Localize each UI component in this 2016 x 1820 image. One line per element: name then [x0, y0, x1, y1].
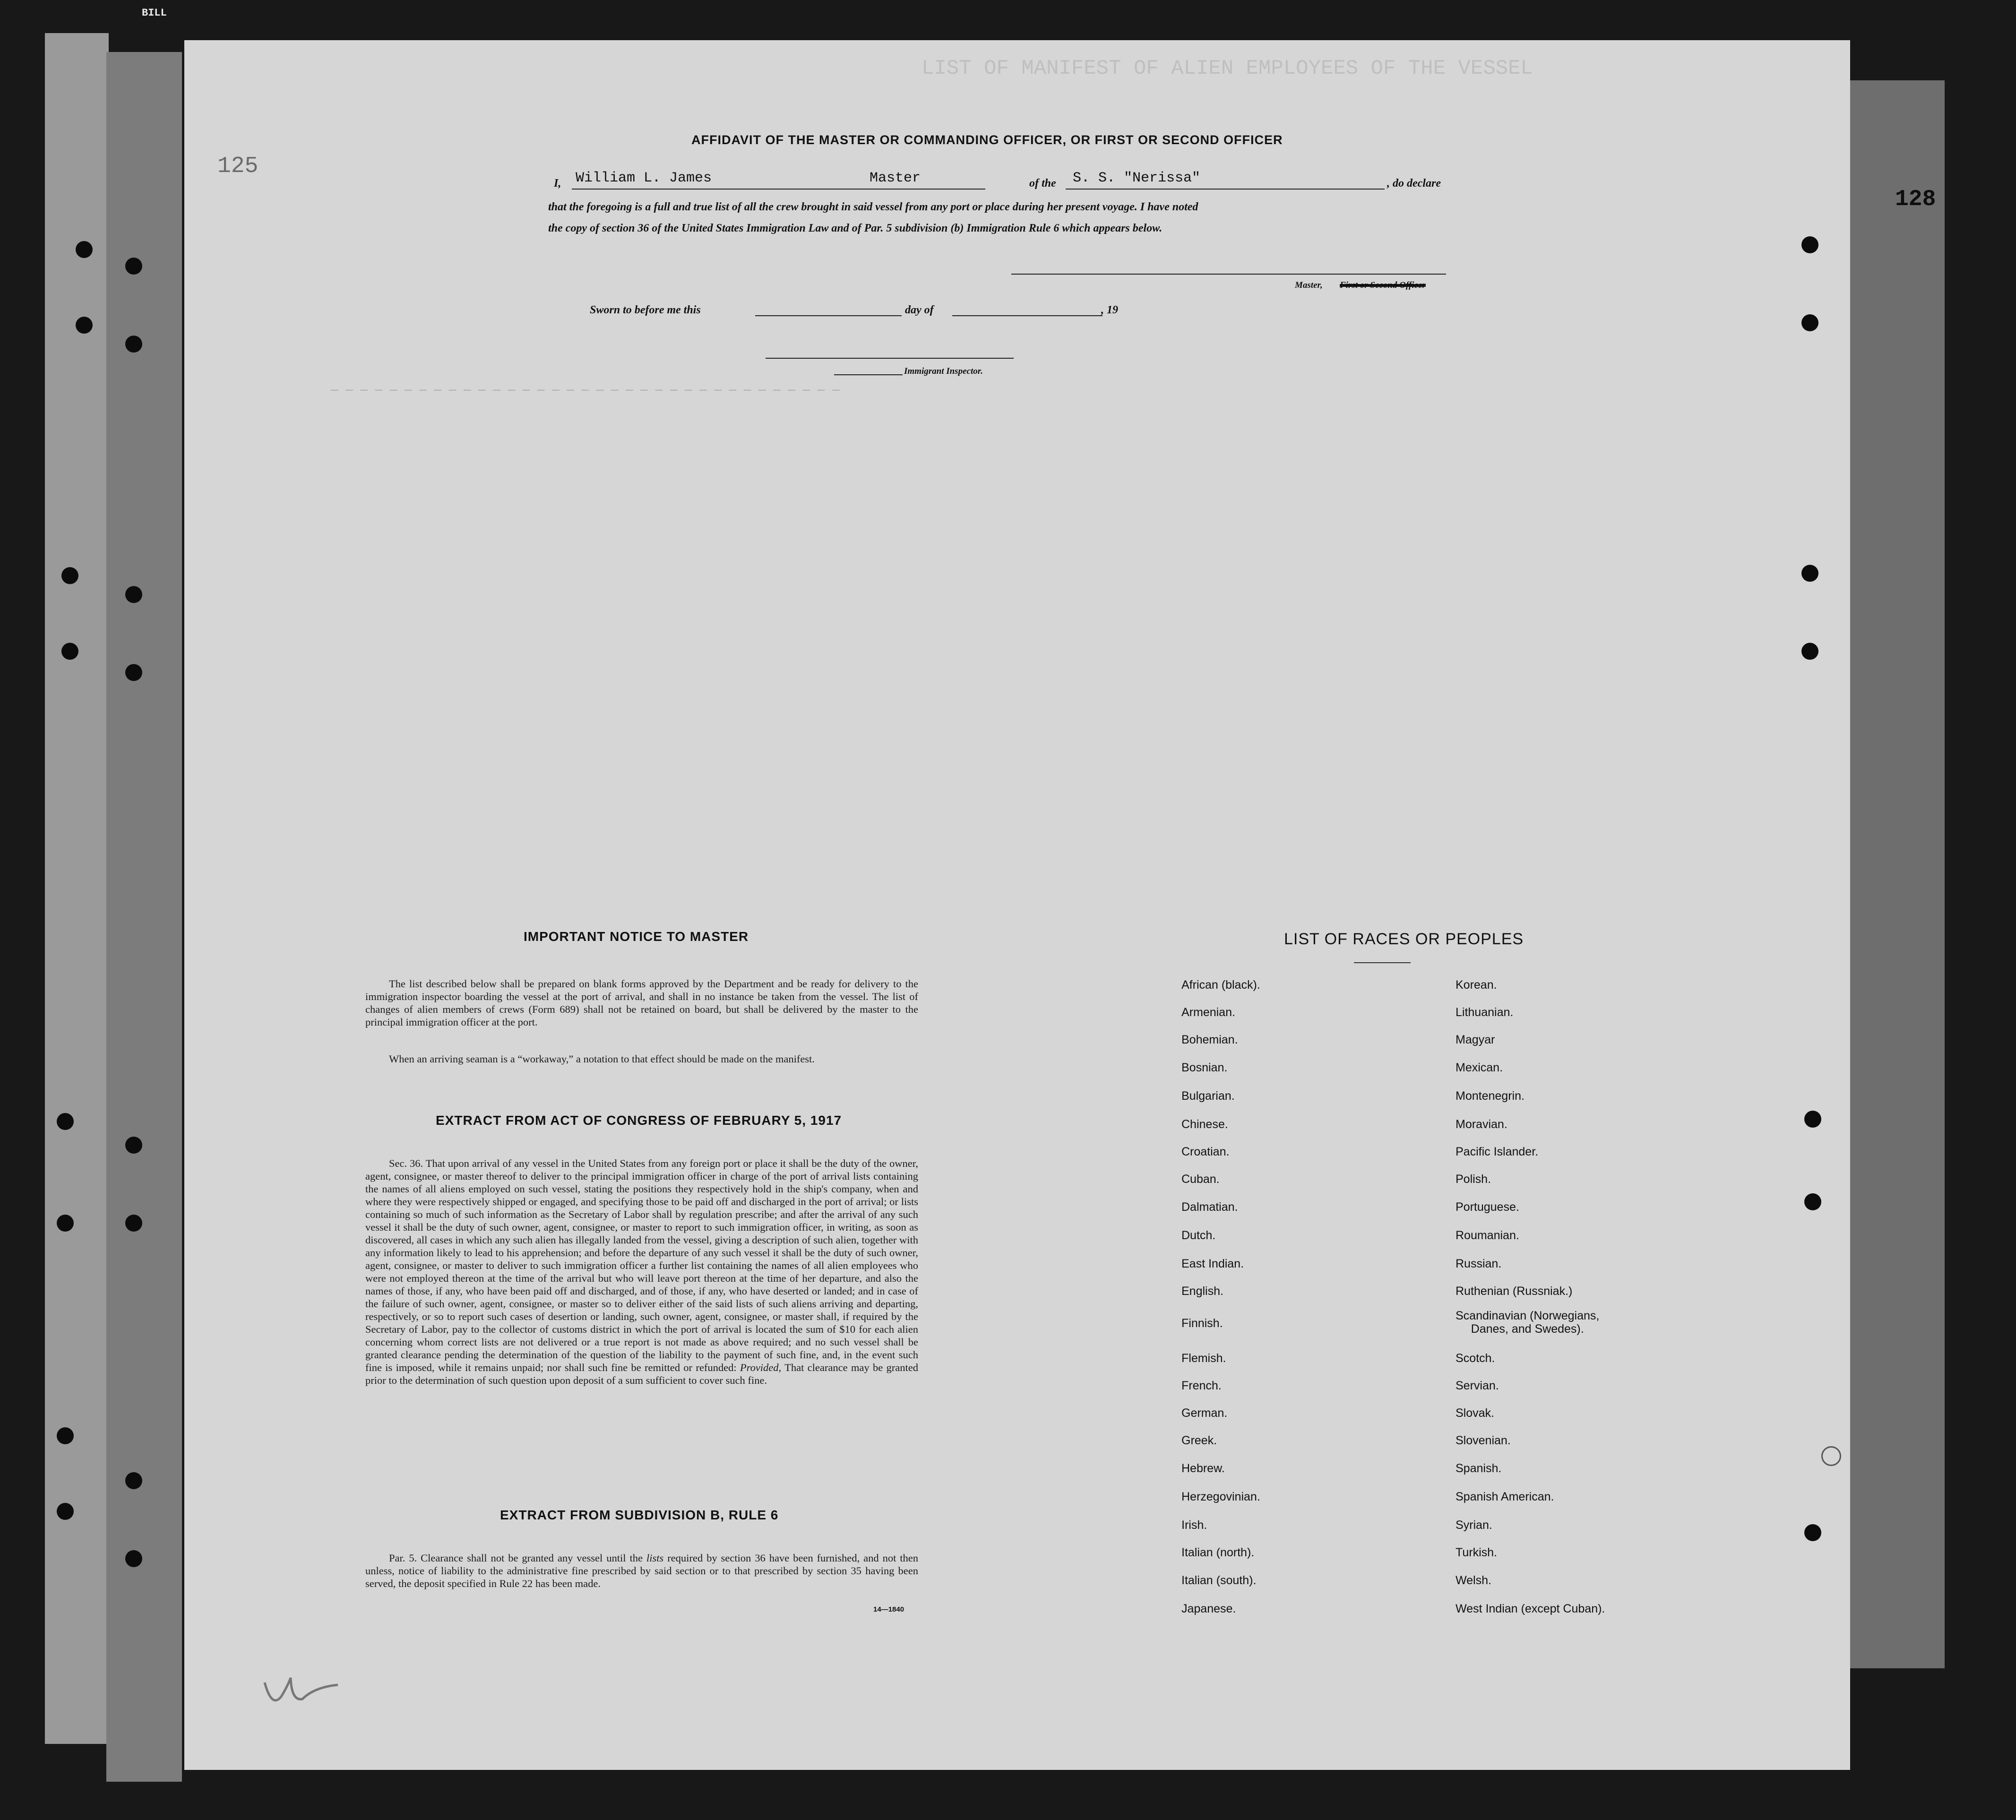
- page-number: 128: [1895, 187, 1936, 212]
- binder-hole: [1804, 1524, 1821, 1541]
- binder-hole: [125, 1550, 142, 1567]
- rule-text-b: required by section 36 have been furnished, and not then unless, notice of liability to the administrative fine prescribed by said section or to that prescribed by section 35 having been served, the deposit specified in Rule 22 has been made.: [365, 1552, 919, 1589]
- race-col2-item: Turkish.: [1456, 1546, 1497, 1559]
- struck-officer-text: First or Second Officer: [1340, 280, 1426, 290]
- master-rank: Master: [870, 170, 921, 186]
- extract-act-title: EXTRACT FROM ACT OF CONGRESS OF FEBRUARY 5, 1917: [436, 1113, 842, 1128]
- race-col1-item: Japanese.: [1181, 1602, 1236, 1615]
- inspector-signature-line: [766, 358, 1014, 359]
- race-col2-item: Moravian.: [1456, 1118, 1508, 1131]
- race-col1-item: Italian (south).: [1181, 1574, 1257, 1587]
- notice-title: IMPORTANT NOTICE TO MASTER: [524, 929, 749, 944]
- binder-hole: [125, 1215, 142, 1232]
- lists-word: lists: [646, 1552, 664, 1564]
- race-col2-item: Portuguese.: [1456, 1200, 1519, 1214]
- race-col1-item: English.: [1181, 1285, 1223, 1298]
- binder-hole-open: [1821, 1446, 1841, 1466]
- binder-hole: [57, 1113, 74, 1130]
- manifest-page: [184, 40, 1850, 1770]
- sworn-month-line: [952, 315, 1103, 316]
- binder-hole: [61, 643, 78, 660]
- race-col1-item: Cuban.: [1181, 1173, 1220, 1186]
- race-col1-item: East Indian.: [1181, 1257, 1244, 1270]
- vessel-underline: [1066, 189, 1385, 190]
- binder-hole: [1801, 643, 1818, 660]
- bleed-through-text: — — — — — — — — — — — — — — — — — — — — — — — — — — — — — — — — — — —: [331, 383, 840, 397]
- race-col2-item: Russian.: [1456, 1257, 1502, 1270]
- sworn-day-line: [755, 315, 902, 316]
- race-col1-item: Dalmatian.: [1181, 1200, 1238, 1214]
- extract-act-ending: That clearance may be granted prior to the determination of such question upon deposit of a sum sufficient to cover such fine.: [365, 1362, 919, 1386]
- race-col1-item: Dutch.: [1181, 1229, 1216, 1242]
- master-label: Master,: [1295, 280, 1323, 290]
- edge-text: BILL: [142, 7, 167, 19]
- race-col2-item: Montenegrin.: [1456, 1089, 1525, 1103]
- extract-act-body: Sec. 36. That upon arrival of any vessel in the United States from any foreign port or place it shall be the duty of the owner, agent, consignee, or master thereof to deliver to the principal immigration officer in charge of the port of arrival lists containing the names of all aliens employed on such vessel, stating the positions they respectively hold in the ship's company, when and where they were respectively shipped or engaged, and specifying those to be paid off and discharged in the port of arrival; or lists containing so much of such information as the Secretary of Labor shall by regulation prescribe; and after the arrival of any such vessel it shall be the duty of such owner, agent, consignee, or master to report to such immigration officer, in writing, as soon as discovered, all cases in which any such alien has illegally landed from the vessel, giving a description of such alien, together with any information likely to lead to his apprehension; and before the departure of any such vessel it shall be the duty of such owner, agent, consignee, or master to deliver to such immigration officer a further list containing the names of all alien employees who were not employed thereon at the time of the arrival but who will leave port thereon at the time of her departure, and also the names of those, if any, who have been paid off and discharged, and of those, if any, who have deserted or landed; and in case of the failure of such owner, agent, consignee, or master so to deliver either of the said lists of such aliens arriving and departing, respectively, or so to report such cases of desertion or landing, such owner, agent, consignee, or master shall, if required by the Secretary of Labor, pay to the collector of customs district in which the port of arrival is located the sum of $10 for each alien concerning whom correct lists are not delivered or a true report is not made as above required; and no such vessel shall be granted clearance pending the determination of the question of the liability to the payment of such fine, and, in the event such fine is imposed, while it remains unpaid; nor shall such fine be remitted or refunded:: [365, 1157, 918, 1373]
- affidavit-i-label: I,: [554, 177, 561, 190]
- binder-hole: [125, 664, 142, 681]
- rule-text-a: Par. 5. Clearance shall not be granted any vessel until the: [389, 1552, 643, 1564]
- year-prefix: , 19: [1101, 304, 1118, 316]
- race-col1-item: Irish.: [1181, 1518, 1207, 1532]
- race-col2-item: Welsh.: [1456, 1574, 1491, 1587]
- race-col2-item: Spanish American.: [1456, 1490, 1554, 1503]
- affidavit-of-the: of the: [1029, 177, 1056, 190]
- race-col1-item: Bulgarian.: [1181, 1089, 1235, 1103]
- race-col2-item: Servian.: [1456, 1379, 1499, 1392]
- binder-hole: [125, 1472, 142, 1489]
- binder-hole: [125, 258, 142, 275]
- binder-hole: [1804, 1111, 1821, 1128]
- binder-hole: [1801, 565, 1818, 582]
- vessel-name: S. S. "Nerissa": [1073, 170, 1201, 186]
- extract-rule-text: [365, 1552, 918, 1590]
- binder-hole: [1801, 236, 1818, 253]
- affidavit-do-declare: , do declare: [1387, 177, 1441, 190]
- race-col2-item: Scandinavian (Norwegians, Danes, and Swedes).: [1456, 1309, 1600, 1336]
- binder-hole: [61, 567, 78, 584]
- race-col1-item: Croatian.: [1181, 1145, 1230, 1158]
- race-col1-item: German.: [1181, 1406, 1228, 1420]
- race-col2-item: Syrian.: [1456, 1518, 1492, 1532]
- provided-word: Provided,: [740, 1362, 782, 1373]
- race-col1-item: Italian (north).: [1181, 1546, 1255, 1559]
- race-col1-item: Hebrew.: [1181, 1462, 1225, 1475]
- binder-hole: [125, 1137, 142, 1154]
- notice-paragraph-2: When an arriving seaman is a “workaway,” a notation to that effect should be made on the manifest.: [389, 1053, 815, 1065]
- race-col1-item: Herzegovinian.: [1181, 1490, 1260, 1503]
- binder-hole: [57, 1215, 74, 1232]
- binder-hole: [76, 317, 93, 334]
- race-col2-item: Korean.: [1456, 978, 1497, 992]
- binder-hole: [76, 241, 93, 258]
- sworn-label: Sworn to before me this: [590, 304, 701, 316]
- race-col2-item: Mexican.: [1456, 1061, 1503, 1074]
- race-col2-item: Roumanian.: [1456, 1229, 1519, 1242]
- race-col1-item: French.: [1181, 1379, 1222, 1392]
- underlying-sheet-left: [45, 33, 109, 1744]
- form-code: 14—1840: [873, 1605, 905, 1613]
- master-signature-line: [1011, 274, 1446, 275]
- inspector-label: Immigrant Inspector.: [904, 366, 983, 376]
- bleed-through-text: LIST OF MANIFEST OF ALIEN EMPLOYEES OF THE VESSEL: [922, 57, 1533, 80]
- inspector-short-line: [834, 374, 903, 375]
- affidavit-line-3: the copy of section 36 of the United States Immigration Law and of Par. 5 subdivision (b) Immigration Rule 6 which appears below.: [548, 222, 1163, 234]
- affidavit-title: AFFIDAVIT OF THE MASTER OR COMMANDING OFFICER, OR FIRST OR SECOND OFFICER: [691, 133, 1283, 147]
- race-col2-item: Magyar: [1456, 1033, 1495, 1046]
- race-col2-item: Lithuanian.: [1456, 1006, 1514, 1019]
- race-col1-item: Bosnian.: [1181, 1061, 1228, 1074]
- race-col1-item: African (black).: [1181, 978, 1260, 992]
- master-name: William L. James: [576, 170, 712, 186]
- binder-hole: [57, 1503, 74, 1520]
- race-col1-item: Armenian.: [1181, 1006, 1235, 1019]
- race-col2-item: Polish.: [1456, 1173, 1491, 1186]
- race-col2-item: Slovenian.: [1456, 1434, 1511, 1447]
- handwritten-mark: [262, 1664, 343, 1711]
- race-col1-item: Bohemian.: [1181, 1033, 1238, 1046]
- extract-rule-title: EXTRACT FROM SUBDIVISION B, RULE 6: [500, 1508, 779, 1522]
- race-col2-item: West Indian (except Cuban).: [1456, 1602, 1605, 1615]
- extract-act-text: [365, 1157, 918, 1387]
- margin-faint-number: 125: [217, 154, 258, 179]
- races-title-rule: [1354, 962, 1411, 963]
- binder-hole: [1801, 314, 1818, 331]
- underlying-sheet-left-inner: [106, 52, 182, 1782]
- binder-hole: [125, 586, 142, 603]
- notice-paragraph-1: The list described below shall be prepared on blank forms approved by the Department and be ready for delivery to the immigration inspector boarding the vessel at the port of arrival, and shall in no instance be taken from the vessel. The list of changes of alien members of crews (Form 689) shall not be retained on board, but shall be delivered by the master to the principal immigration officer at the port.: [365, 978, 918, 1028]
- race-col1-item: Flemish.: [1181, 1352, 1226, 1365]
- race-col1-item: Finnish.: [1181, 1317, 1223, 1330]
- race-col2-item: Pacific Islander.: [1456, 1145, 1539, 1158]
- name-underline: [572, 189, 985, 190]
- binder-hole: [57, 1427, 74, 1444]
- day-of-label: day of: [905, 304, 934, 316]
- affidavit-line-2: that the foregoing is a full and true list of all the crew brought in said vessel from any port or place during her present voyage. I have noted: [548, 201, 1198, 213]
- race-col1-item: Greek.: [1181, 1434, 1217, 1447]
- binder-hole: [125, 336, 142, 353]
- race-col2-item: Slovak.: [1456, 1406, 1494, 1420]
- race-col2-item: Spanish.: [1456, 1462, 1502, 1475]
- underlying-sheet-right: [1843, 80, 1945, 1668]
- races-title: LIST OF RACES OR PEOPLES: [1284, 930, 1524, 948]
- race-col1-item: Chinese.: [1181, 1118, 1228, 1131]
- race-col2-item: Ruthenian (Russniak.): [1456, 1285, 1573, 1298]
- race-col2-item: Scotch.: [1456, 1352, 1495, 1365]
- binder-hole: [1804, 1193, 1821, 1210]
